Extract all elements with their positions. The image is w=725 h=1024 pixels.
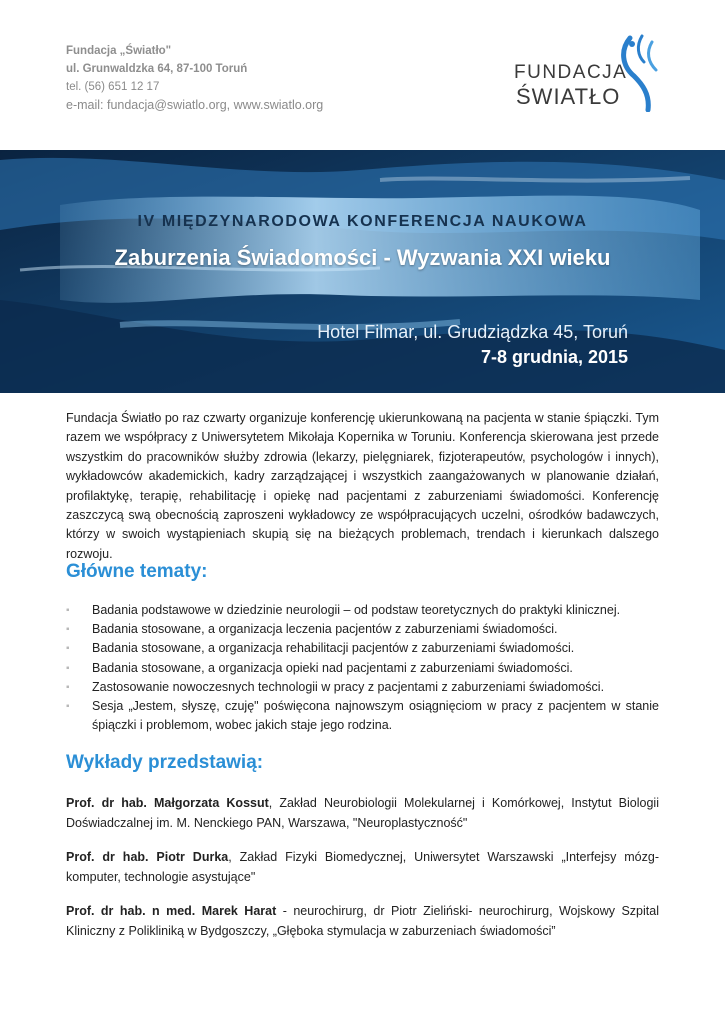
bullet-icon: ▪ xyxy=(66,624,70,636)
lecture-item xyxy=(66,901,659,941)
conference-title: Zaburzenia Świadomości - Wyzwania XXI wieku xyxy=(114,245,611,270)
list-item: ▪ Badania podstawowe w dziedzinie neurologii – od podstaw teoretycznych do praktyki klinicznej. xyxy=(66,601,659,620)
conference-place: Hotel Filmar, ul. Grudziądzka 45, Toruń xyxy=(317,322,628,342)
bullet-icon: ▪ xyxy=(66,643,70,655)
lectures-heading: Wykłady przedstawią: xyxy=(66,752,264,773)
lecture-details: , Zakład Neurobiologii Molekularnej i Komórkowej, Instytut Biologii Doświadczalnej im. M. Nenckiego PAN, Warszawa, "Neuroplastyczność" xyxy=(66,796,659,830)
logo-text-line1: FUNDACJA xyxy=(514,62,628,83)
org-email[interactable]: e-mail: fundacja@swiatlo.org, www.swiatlo.org xyxy=(66,98,324,112)
lecturer-name: Prof. dr hab. Małgorzata Kossut xyxy=(66,796,269,810)
lecture-details: - neurochirurg, dr Piotr Zieliński- neurochirurg, Wojskowy Szpital Kliniczny z Polikliniką w Bydgoszczy, „Głęboka stymulacja w zaburzeniach świadomości” xyxy=(66,904,659,938)
lecture-item xyxy=(66,793,659,833)
bullet-icon: ▪ xyxy=(66,701,70,713)
lecturer-name: Prof. dr hab. Piotr Durka xyxy=(66,850,229,864)
contact-block xyxy=(66,42,323,114)
lecturer-name: Prof. dr hab. n med. Marek Harat xyxy=(66,904,277,918)
bullet-icon: ▪ xyxy=(66,605,70,616)
list-item: ▪ Badania stosowane, a organizacja rehabilitacji pacjentów z zaburzeniami świadomości. xyxy=(66,639,659,658)
org-phone: tel. (56) 651 12 17 xyxy=(66,81,160,93)
bullet-icon: ▪ xyxy=(66,662,70,674)
intro-paragraph: Fundacja Światło po raz czwarty organizuje konferencję ukierunkowaną na pacjenta w stanie śpiączki. Tym razem we współpracy z Uniwersytetem Mikołaja Kopernika w Toruniu. Konferencja skierowana jest przede wszystkim do pracowników służby zdrowia (lekarzy, pielęgniarek, fizjoterapeutów, psychologów i innych), wykładowców akademickich, kadry zarządzającej i wszystkich zaangażowanych w planowanie działań, profilaktykę, terapię, rehabilitację i opiekę nad pacjentami z zaburzeniami świadomości. Konferencję zaszczycą swą obecnością zaproszeni wykładowcy ze współpracujących uczelni, ośrodków badawczych, którzy w swoich wystąpieniach skupią się na bieżących problemach, trendach i kierunkach dalszego rozwoju. xyxy=(66,411,659,561)
topics-list xyxy=(66,601,659,735)
bullet-icon: ▪ xyxy=(66,681,70,693)
logo xyxy=(514,32,664,112)
lecture-item xyxy=(66,847,659,887)
list-item: ▪ Badania stosowane, a organizacja leczenia pacjentów z zaburzeniami świadomości. xyxy=(66,620,659,639)
org-name: Fundacja „Światło" xyxy=(66,45,172,57)
conference-subtitle: IV MIĘDZYNARODOWA KONFERENCJA NAUKOWA xyxy=(137,213,588,230)
logo-text-line2: ŚWIATŁO xyxy=(516,84,621,109)
list-item: ▪ Badania stosowane, a organizacja opieki nad pacjentami z zaburzeniami świadomości. xyxy=(66,659,659,678)
lectures-list xyxy=(66,793,659,955)
org-address: ul. Grunwaldzka 64, 87-100 Toruń xyxy=(66,63,248,75)
conference-banner xyxy=(0,150,725,393)
conference-date: 7-8 grudnia, 2015 xyxy=(480,347,628,367)
lecture-details: , Zakład Fizyki Biomedycznej, Uniwersytet Warszawski „Interfejsy mózg- komputer, technologie asystujące" xyxy=(66,850,659,884)
topics-heading: Główne tematy: xyxy=(66,561,208,582)
list-item: ▪ Sesja „Jestem, słyszę, czuję" poświęcona najnowszym osiągnięciom w pracy z pacjentem w stanie śpiączki i problemom, wobec jakich staje jego rodzina. xyxy=(66,699,659,733)
list-item: ▪ Zastosowanie nowoczesnych technologii w pracy z pacjentami z zaburzeniami świadomości. xyxy=(66,678,659,697)
